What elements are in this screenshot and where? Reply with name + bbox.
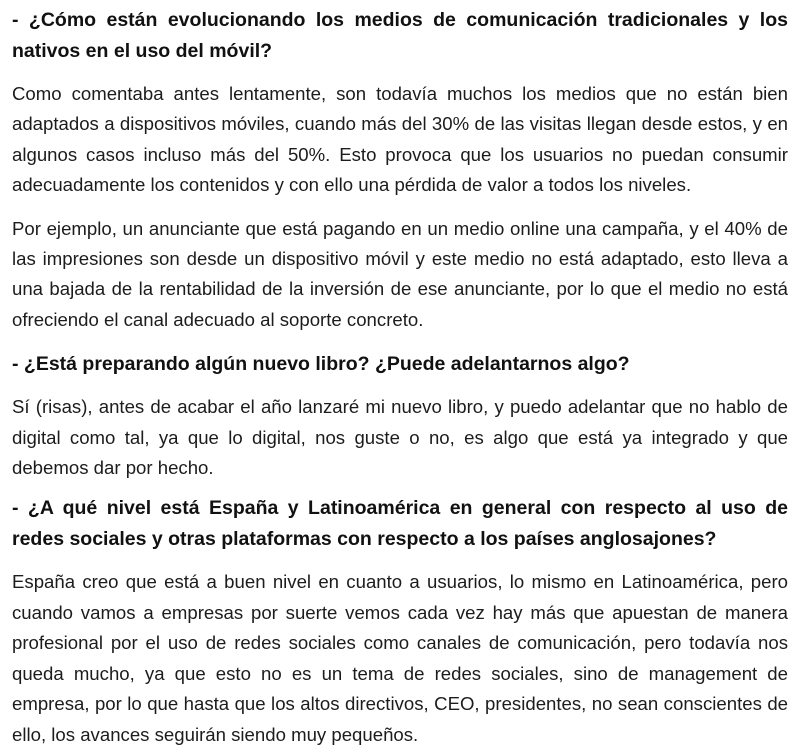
answer-paragraph: España creo que está a buen nivel en cuanto a usuarios, lo mismo en Latinoamérica, pero cuando vamos a empresas por suerte vemos cada vez hay más que apuestan de manera profesional por el uso de redes sociales como canales de comunicación, pero todavía nos queda mucho, ya que esto no es un tema de redes sociales, sino de management de empresa, por lo que hasta que los altos directivos, CEO, presidentes, no sean conscientes de ello, los avances seguirán siendo muy pequeños.: [12, 571, 788, 745]
answer-paragraph: Como comentaba antes lentamente, son todavía muchos los medios que no están bien adaptados a dispositivos móviles, cuando más del 30% de las visitas llegan desde estos, y en algunos casos incluso más del 50%. Esto provoca que los usuarios no puedan consumir adecuadamente los contenidos y con ello una pérdida de valor a todos los niveles.: [12, 83, 788, 196]
question-new-book: - ¿Está preparando algún nuevo libro? ¿Puede adelantarnos algo?: [12, 353, 630, 376]
question-social-networks-level: - ¿A qué nivel está España y Latinoamérica en general con respecto al uso de redes sociales y otras plataformas con respecto a los países anglosajones?: [12, 497, 788, 551]
question-mobile-media: - ¿Cómo están evolucionando los medios de comunicación tradicionales y los nativos en el uso del móvil?: [12, 9, 788, 62]
answer-paragraph: Sí (risas), antes de acabar el año lanzaré mi nuevo libro, y puedo adelantar que no hablo de digital como tal, ya que lo digital, nos guste o no, es algo que está ya integrado y que debemos dar por hecho.: [12, 396, 788, 479]
answer-paragraph: Por ejemplo, un anunciante que está pagando en un medio online una campaña, y el 40% de las impresiones son desde un dispositivo móvil y este medio no está adaptado, esto lleva a una bajada de la rentabilidad de la inversión de ese anunciante, por lo que el medio no está ofreciendo el canal adecuado al soporte concreto.: [12, 217, 788, 330]
